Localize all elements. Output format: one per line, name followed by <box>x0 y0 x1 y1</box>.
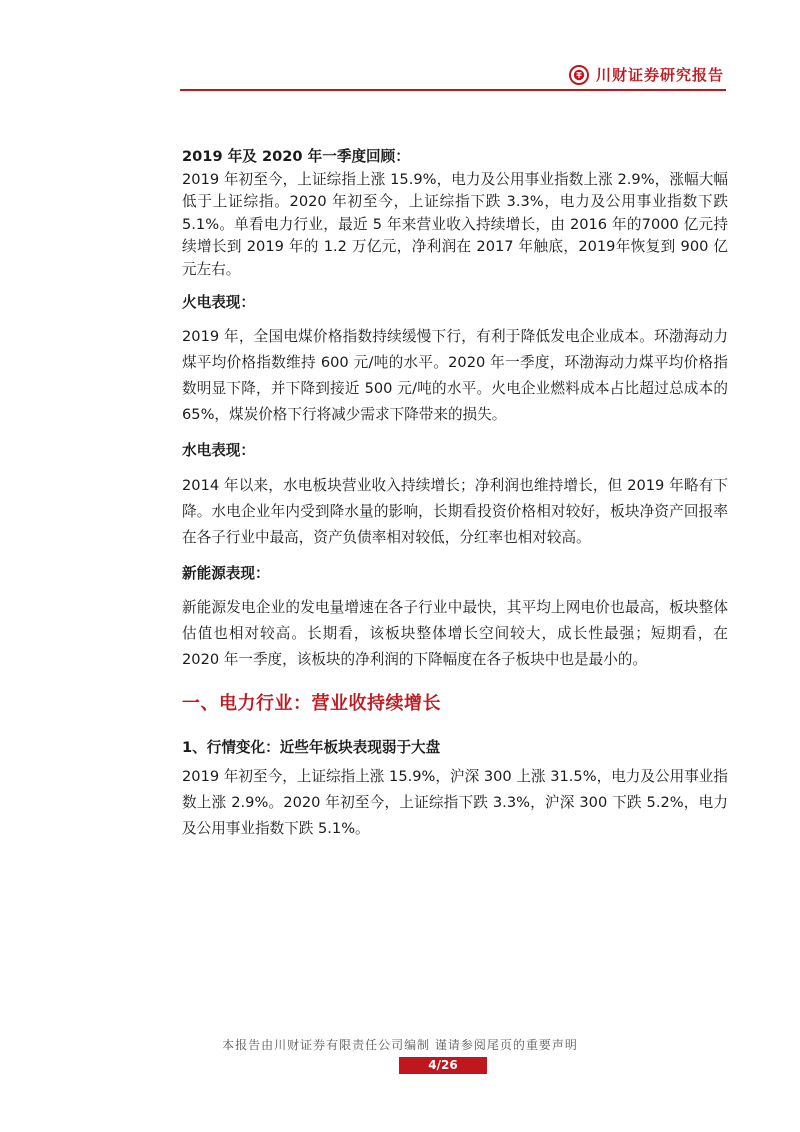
header-divider <box>180 89 726 91</box>
market-paragraph: 2019 年初至今，上证综指上涨 15.9%，沪深 300 上涨 31.5%，电力及公用事业指数上涨 2.9%。2020 年初至今，上证综指下跌 3.3%，沪深 300 下跌 5.2%，电力及公用事业指数下跌 5.1%。 <box>182 768 728 837</box>
hydro-heading: 水电表现： <box>182 442 255 460</box>
review-paragraph: 2019 年初至今，上证综指上涨 15.9%，电力及公用事业指数上涨 2.9%，涨幅大幅低于上证综指。2020 年初至今，上证综指下跌 3.3%，电力及公用事业指数下跌 5.1%。单看电力行业，最近 5 年来营业收入持续增长，由 2016 年的7000 亿元持续增长到 2019 年的 1.2 万亿元，净利润在 2017 年触底，2019年恢复到 900 亿元左右。 <box>182 170 728 278</box>
subsection-title: 1、行情变化：近些年板块表现弱于大盘 <box>182 739 441 756</box>
thermal-heading: 火电表现： <box>182 293 255 311</box>
page-number-badge: 4/26 <box>399 1057 487 1074</box>
circle-rmb-icon <box>569 65 589 85</box>
report-body <box>182 146 728 673</box>
hydro-paragraph: 2014 年以来，水电板块营业收入持续增长；净利润也维持增长，但 2019 年略有下降。水电企业年内受到降水量的影响，长期看投资价格相对较好，板块净资产回报率在各子行业中最高，资产负债率相对较低，分红率也相对较高。 <box>182 476 728 546</box>
review-heading: 2019 年及 2020 年一季度回顾： <box>182 148 410 165</box>
footer-disclaimer: 本报告由川财证券有限责任公司编制 谨请参阅尾页的重要声明 <box>222 1038 578 1052</box>
section-title: 一、电力行业：营业收持续增长 <box>182 693 441 714</box>
brand-name: 川财证券研究报告 <box>595 66 724 84</box>
thermal-paragraph: 2019 年，全国电煤价格指数持续缓慢下行，有利于降低发电企业成本。环渤海动力煤平均价格指数维持 600 元/吨的水平。2020 年一季度，环渤海动力煤平均价格指数明显下降，并下降到接近 500 元/吨的水平。火电企业燃料成本占比超过总成本的 65%，煤炭价格下行将减少需求下降带来的损失。 <box>182 328 728 424</box>
report-header-brand <box>569 64 724 85</box>
new-energy-paragraph: 新能源发电企业的发电量增速在各子行业中最快，其平均上网电价也最高，板块整体估值也相对较高。长期看，该板块整体增长空间较大，成长性最强；短期看，在 2020 年一季度，该板块的净利润的下降幅度在各子板块中也是最小的。 <box>182 599 728 669</box>
new-energy-heading: 新能源表现： <box>182 564 270 582</box>
